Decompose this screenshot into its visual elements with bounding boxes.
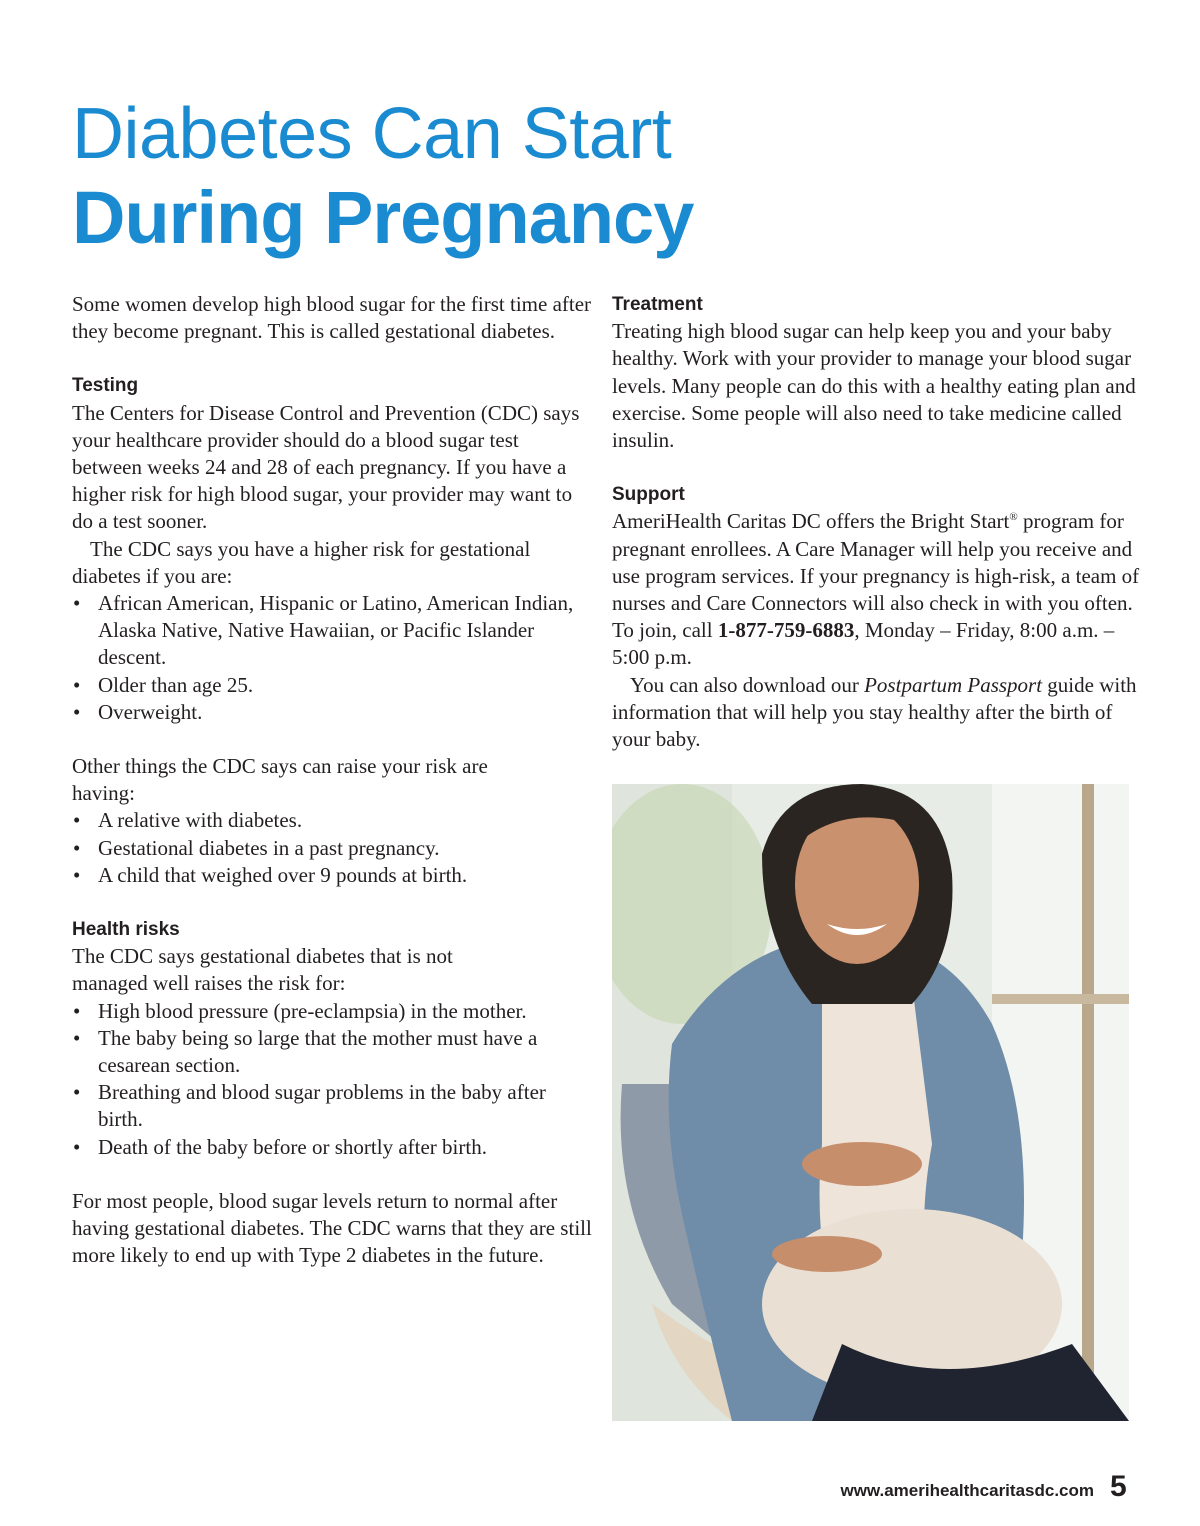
- download-text: You can also download our: [630, 672, 865, 697]
- page-number: 5: [1110, 1470, 1127, 1503]
- higher-risk-paragraph: The CDC says you have a higher risk for gestational diabetes if you are:: [72, 536, 531, 588]
- list-item: • Breathing and blood sugar problems in the baby after birth.: [72, 1079, 592, 1133]
- list-item: • Death of the baby before or shortly after birth.: [72, 1134, 592, 1161]
- support-text: program for pregnant enrollees. A Care Manager will help you receive and use program services. If your pregnancy is high-risk, a team of nurses and Care Connectors will also check in with you often. To join, call: [612, 509, 1140, 643]
- list-item: • Overweight.: [72, 699, 592, 726]
- testing-heading: Testing: [72, 375, 139, 397]
- health-risks-intro: The CDC says gestational diabetes that is not managed well raises the risk for:: [72, 944, 453, 996]
- download-paragraph: [612, 672, 1142, 754]
- treatment-heading: Treatment: [612, 294, 703, 315]
- list-item: • The baby being so large that the mother must have a cesarean section.: [72, 1025, 548, 1079]
- left-column: [72, 291, 592, 1270]
- page-title: [72, 92, 693, 260]
- list-item: • A relative with diabetes.: [72, 807, 592, 834]
- risk-list: [72, 590, 592, 726]
- registered-mark: ®: [1009, 511, 1018, 524]
- treatment-paragraph: Treating high blood sugar can help keep you and your baby healthy. Work with your provider to manage your blood sugar levels. Many people can do this with a healthy eating plan and exercise. Some people will also need to take medicine called insulin.: [612, 319, 1136, 453]
- download-text: guide with information that will help you stay healthy after the birth of your baby.: [612, 672, 1137, 752]
- photo-illustration: [612, 784, 1129, 1421]
- health-risks-list: [72, 998, 592, 1161]
- list-item: • Older than age 25.: [72, 672, 592, 699]
- list-item: • African American, Hispanic or Latino, American Indian, Alaska Native, Native Hawaiian, or Pacific Islander descent.: [72, 590, 592, 672]
- closing-paragraph: For most people, blood sugar levels return to normal after having gestational diabetes. The CDC warns that they are still more likely to end up with Type 2 diabetes in the future.: [72, 1188, 592, 1268]
- list-item: • High blood pressure (pre-eclampsia) in the mother.: [72, 998, 592, 1025]
- title-line-2: During Pregnancy: [72, 176, 694, 259]
- list-item: • Gestational diabetes in a past pregnancy.: [72, 835, 592, 862]
- other-risk-intro: Other things the CDC says can raise your risk are having:: [72, 754, 488, 806]
- other-risk-list: [72, 807, 592, 889]
- right-column: [612, 291, 1142, 753]
- testing-paragraph: The Centers for Disease Control and Prevention (CDC) says your healthcare provider should do a blood sugar test between weeks 24 and 28 of each pregnancy. If you have a higher risk for high blood sugar, your provider may want to do a test sooner.: [72, 400, 580, 534]
- health-risks-heading: Health risks: [72, 919, 180, 941]
- pregnant-woman-photo: [612, 784, 1129, 1421]
- support-heading: Support: [612, 484, 685, 506]
- support-hours: , Monday – Friday, 8:00 a.m. – 5:00 p.m.: [612, 618, 1115, 670]
- footer-url: www.amerihealthcaritasdc.com: [840, 1481, 1094, 1500]
- title-line-1: Diabetes Can Start: [72, 94, 672, 174]
- support-paragraph: [612, 508, 1142, 671]
- support-text: AmeriHealth Caritas DC offers the Bright Start: [612, 509, 1010, 534]
- list-item: • A child that weighed over 9 pounds at birth.: [72, 862, 592, 889]
- intro-paragraph: Some women develop high blood sugar for the first time after they become pregnant. This is called gestational diabetes.: [72, 292, 592, 344]
- guide-name: Postpartum Passport: [864, 672, 1043, 697]
- phone-number: 1-877-759-6883: [717, 618, 855, 643]
